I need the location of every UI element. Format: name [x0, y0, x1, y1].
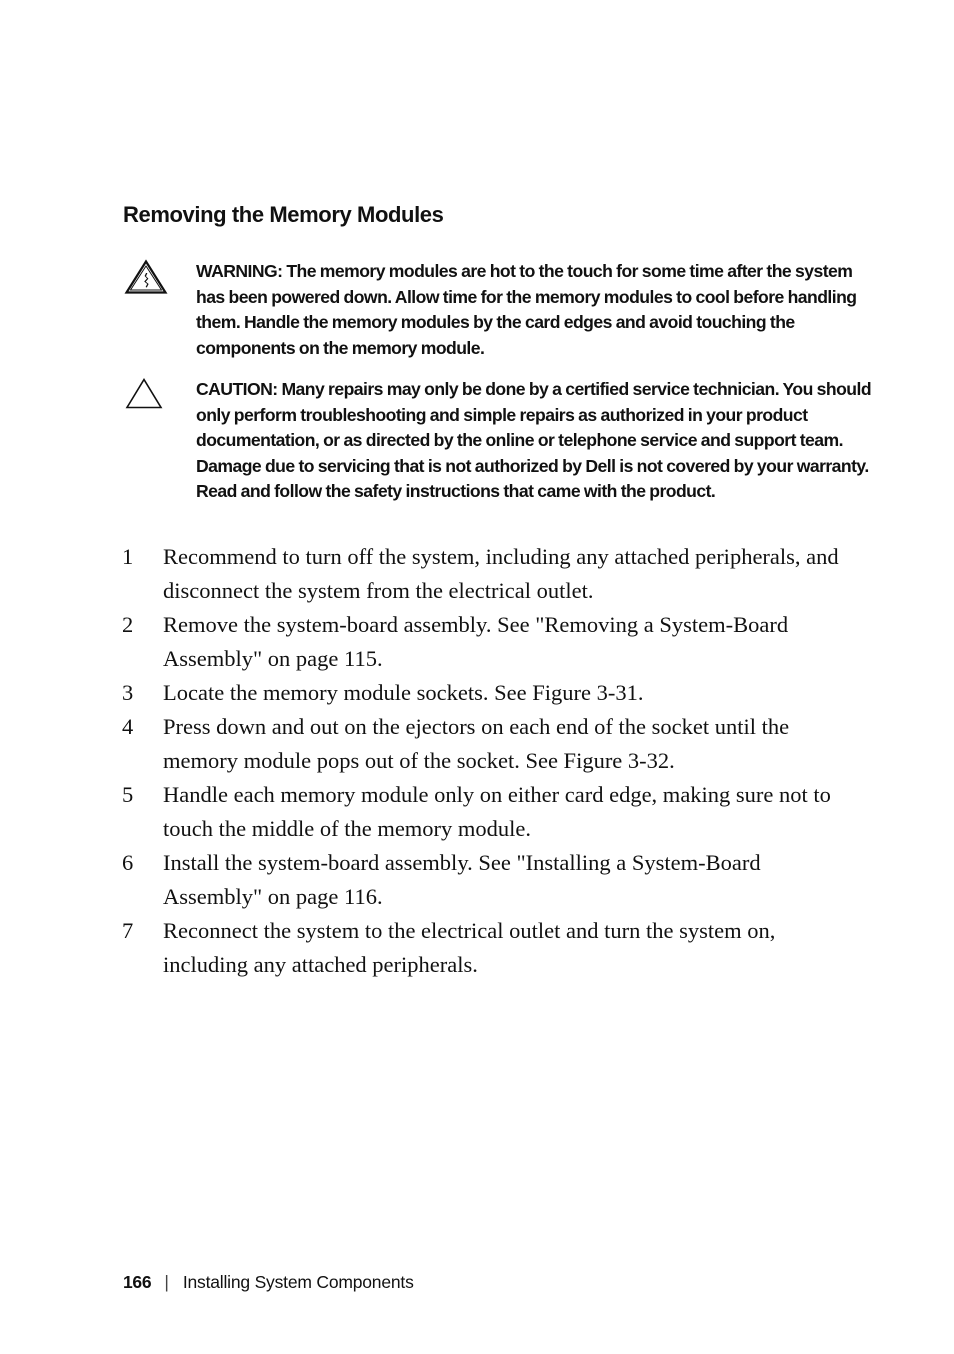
chapter-title: Installing System Components [182, 1272, 414, 1292]
page-number: 166 [123, 1272, 152, 1292]
step-number: 2 [122, 612, 134, 637]
warning-notice [124, 259, 864, 363]
step-text: Install the system-board assembly. See "Installing a System-Board Assembly" on page 116. [163, 850, 761, 909]
warning-triangle-icon [124, 259, 168, 295]
list-item [120, 676, 860, 710]
step-text: Remove the system-board assembly. See "Removing a System-Board Assembly" on page 115. [163, 612, 789, 671]
caution-notice [124, 377, 872, 531]
step-text: Recommend to turn off the system, including any attached peripherals, and disconnect the system from the electrical outlet. [163, 544, 839, 603]
caution-triangle-icon [124, 377, 168, 413]
footer-separator: | [164, 1272, 169, 1292]
list-item [120, 914, 860, 982]
caution-text: CAUTION: Many repairs may only be done by a certified service technician. You should only perform troubleshooting and simple repairs as authorized in your product documentation, or as directed by the online or telephone service and support team. Damage due to servicing that is not authorized by Dell is not covered by your warranty. Read and follow the safety instructions that came with the product. [196, 379, 872, 501]
step-text: Press down and out on the ejectors on each end of the socket until the memory module pops out of the socket. See Figure 3-32. [163, 714, 790, 773]
warning-text: WARNING: The memory modules are hot to the touch for some time after the system has been powered down. Allow time for the memory modules to cool before handling them. Handle the memory modules by the card edges and avoid touching the components on the memory module. [196, 261, 857, 358]
list-item [120, 778, 860, 846]
step-text: Handle each memory module only on either card edge, making sure not to touch the middle of the memory module. [163, 782, 831, 841]
list-item [120, 846, 860, 914]
step-text: Locate the memory module sockets. See Figure 3-31. [163, 680, 644, 705]
step-number: 6 [122, 850, 134, 875]
step-number: 3 [122, 680, 134, 705]
step-text: Reconnect the system to the electrical outlet and turn the system on, including any attached peripherals. [163, 918, 776, 977]
page-footer [123, 1272, 414, 1293]
section-title: Removing the Memory Modules [123, 202, 444, 227]
step-number: 4 [122, 714, 134, 739]
step-number: 1 [122, 544, 134, 569]
list-item [120, 540, 860, 608]
list-item [120, 710, 860, 778]
procedure-steps [120, 540, 860, 982]
list-item [120, 608, 860, 676]
step-number: 7 [122, 918, 134, 943]
step-number: 5 [122, 782, 134, 807]
